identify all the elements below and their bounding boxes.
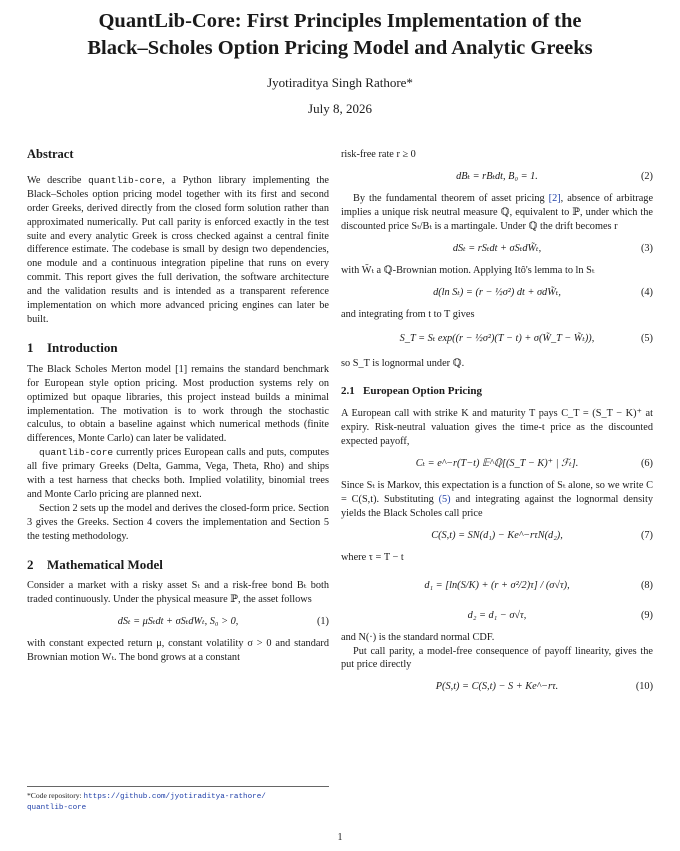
equation-7-tag: (7) [640, 529, 653, 541]
equation-8: d₁ = [ln(S/K) + (r + σ²/2)τ] / (σ√τ), (8) [341, 571, 653, 601]
equation-7: C(S,t) = SN(d₁) − Ke^−rτN(d₂), (7) [341, 527, 653, 545]
intro-paragraph-3: Section 2 sets up the model and derives the closed-form price. Section 3 gives the Greeks. Section 4 covers the implementation and Section 5 the testing methodology. [27, 502, 329, 542]
intro-paragraph-1: The Black Scholes Merton model [1] remains the standard benchmark for European style option pricing. Most production systems rely on optimized but opaque libraries, this project instead builds a minimal implementation. The motivation is to work through the stochastic calculus, to obtain a baseline against which numerical methods (finite differences, Monte Carlo) can later be validated. [27, 363, 329, 445]
equation-8-tag: (8) [640, 579, 653, 591]
page-number: 1 [337, 832, 343, 843]
abstract-code: quantlib-core [88, 174, 163, 186]
equation-3-tag: (3) [640, 242, 653, 254]
model-paragraph-7: so S_T is lognormal under ℚ. [341, 358, 465, 370]
footnote-url-link-2[interactable]: quantlib-core [27, 804, 87, 812]
footnote-url-link[interactable]: https://github.com/jyotiraditya-rathore/ [83, 793, 266, 801]
model-paragraph-4: By the fundamental theorem of asset pricing [2], absence of arbitrage implies a unique risk neutral measure ℚ, equivalent to ℙ, under which the discounted price Sₜ/Bₜ is a martingale. Under ℚ the drift becomes r [341, 192, 654, 232]
abstract-text: We describe quantlib-core, a Python library implementing the Black–Scholes option pricing model together with its first and second order Greeks, derived directly from the closed form solution rather than approximated numerically. Put call parity is enforced exactly in the test suite and every analytic Greek is cross checked against a central finite difference estimate. The codebase is small by design two dependencies, one module and a continuous integration pipeline that runs on every commit. This report gives the full derivation, the software architecture and the validation results and is intended as a transparent reference implementation on which more advanced pricing engines can later be built. [27, 174, 330, 325]
equation-2: dBₜ = rBₜdt, B₀ = 1. (2) [341, 168, 653, 186]
paper-title [20, 8, 660, 62]
title-line-1: QuantLib-Core: First Principles Implementation of the [98, 10, 582, 32]
left-column [27, 148, 329, 665]
model-paragraph-5: with W̃ₜ a ℚ-Brownian motion. Applying Itô's lemma to ln Sₜ [341, 264, 595, 276]
equation-3: dSₜ = rSₜdt + σSₜdW̃ₜ, (3) [341, 240, 653, 258]
equation-4: d(ln Sₜ) = (r − ½σ²) dt + σdW̃ₜ, (4) [341, 284, 653, 302]
section-2-heading: 2 Mathematical Model [27, 556, 163, 572]
citation-link[interactable]: [2] [548, 192, 561, 204]
model-paragraph-1: Consider a market with a risky asset Sₜ and a risk-free bond Bₜ both traded continuously. Under the physical measure ℙ, the asset follows [27, 580, 329, 606]
model-paragraph-2: with constant expected return μ, constant volatility σ > 0 and standard Brownian motion Wₜ. The bond grows at a constant [27, 638, 329, 664]
footnote [27, 786, 329, 813]
equation-4-tag: (4) [640, 286, 653, 298]
abstract-heading: Abstract [27, 147, 74, 161]
intro-code: quantlib-core [39, 447, 114, 459]
euro-paragraph-3: where τ = T − t [341, 551, 404, 563]
euro-paragraph-4: and N(·) is the standard normal CDF. [341, 631, 495, 643]
equation-10-tag: (10) [635, 681, 653, 693]
equation-10: P(S,t) = C(S,t) − S + Ke^−rτ. (10) [341, 678, 653, 696]
euro-paragraph-1: A European call with strike K and maturity T pays C_T = (S_T − K)⁺ at expiry. Risk-neutral valuation gives the time-t price as the discounted expected payoff, [341, 408, 653, 448]
title-line-2: Black–Scholes Option Pricing Model and Analytic Greeks [87, 37, 593, 59]
equation-6-tag: (6) [640, 457, 653, 469]
model-paragraph-3: risk-free rate r ≥ 0 [341, 149, 416, 160]
intro-paragraph-2: quantlib-core currently prices European calls and puts, computes all five primary Greeks (Delta, Gamma, Vega, Theta, Rho) and ships with a test harness that checks both. Implied volatility, binomial trees and Monte Carlo pricing are planned next. [27, 447, 329, 500]
author: Jyotiraditya Singh Rathore* [267, 75, 413, 90]
equation-5-tag: (5) [640, 333, 653, 345]
euro-paragraph-5: Put call parity, a model-free consequence of payoff linearity, gives the put price directly [341, 645, 653, 671]
equation-ref-link[interactable]: (5) [438, 493, 451, 505]
subsection-2-1-heading: 2.1 European Option Pricing [341, 385, 482, 398]
date: July 8, 2026 [308, 101, 372, 116]
model-paragraph-6: and integrating from t to T gives [341, 308, 475, 320]
equation-9-tag: (9) [640, 609, 653, 621]
equation-2-tag: (2) [640, 170, 653, 182]
equation-1: dSₜ = μSₜdt + σSₜdWₜ, S₀ > 0, (1) [27, 613, 329, 631]
equation-1-tag: (1) [316, 616, 329, 628]
equation-5: S_T = Sₜ exp((r − ½σ²)(T − t) + σ(W̃_T − W̃ₜ)), (5) [341, 327, 653, 351]
equation-9: d₂ = d₁ − σ√τ, (9) [341, 607, 653, 625]
right-column [341, 148, 653, 702]
equation-6: Cₜ = e^−r(T−t) 𝔼^ℚ[(S_T − K)⁺ | ℱₜ]. (6) [341, 455, 653, 473]
section-1-heading: 1 Introduction [27, 339, 118, 355]
euro-paragraph-2: Since Sₜ is Markov, this expectation is a function of Sₜ alone, so we write C = C(S,t). Substituting (5) and integrating against the lognormal density yields the Black Scholes call price [341, 479, 654, 519]
footnote-label: *Code repository: [27, 791, 84, 800]
